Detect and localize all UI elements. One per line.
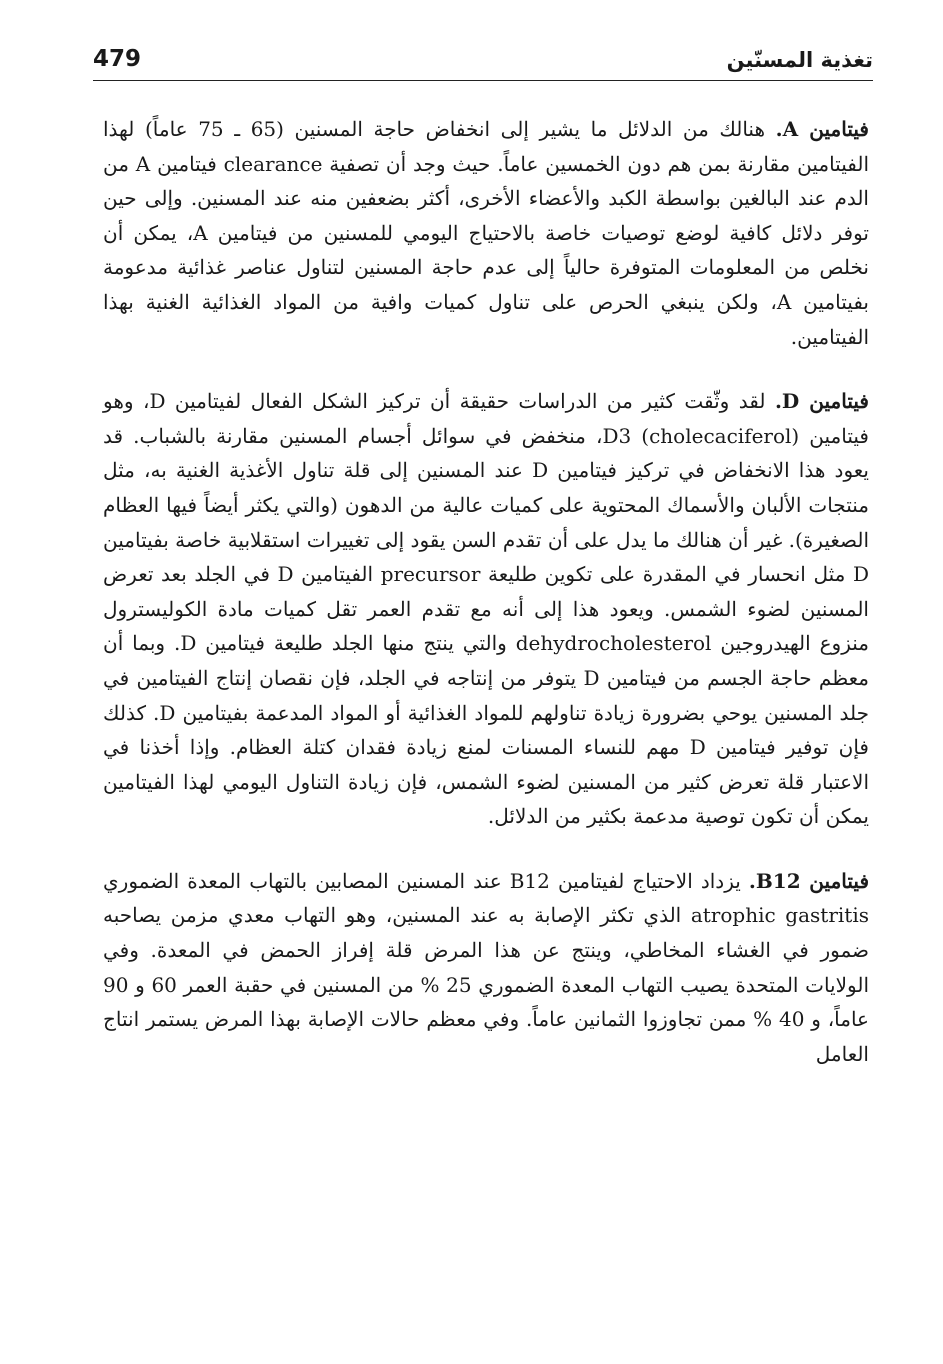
paragraph-body: هنالك من الدلائل ما يشير إلى انخفاض حاجة المسنين (65 ـ 75 عاماً) لهذا الفيتامين مقارنة بمن هم دون الخمسين عاماً. حيث وجد أن تصفية clearance فيتامين A من الدم عند البالغين بواسطة الكبد والأعضاء الأخرى، أكثر بضعفين منه عند المسنين. وإلى حين توفر دلائل كافية لوضع توصيات خاصة بالاحتياج اليومي للمسنين من فيتامين A، يمكن أن نخلص من المعلومات المتوفرة حالياً إلى عدم حاجة المسنين لتناول عناصر غذائية مدعومة بفيتامين A، ولكن ينبغي الحرص على تناول كميات وافية من المواد الغذائية الغنية بهذا الفيتامين. bbox=[103, 117, 870, 349]
page-number: 479 bbox=[93, 46, 142, 72]
paragraph-heading: فيتامين D. bbox=[774, 389, 869, 414]
page-header bbox=[93, 44, 873, 81]
paragraph-vitamin-b12 bbox=[103, 864, 869, 1072]
paragraph-vitamin-a bbox=[103, 112, 869, 354]
paragraph-heading: فيتامين A. bbox=[775, 117, 869, 141]
paragraph-body: لقد وثّقت كثير من الدراسات حقيقة أن تركيز الشكل الفعال لفيتامين D، وهو فيتامين D3 (cholecaciferol)، منخفض في سوائل أجسام المسنين مقارنة بالشباب. قد يعود هذا الانخفاض في تركيز فيتامين D عند المسنين إلى قلة تناول الأغذية الغنية به، مثل منتجات الألبان والأسماك المحتوية على كميات عالية من الدهون (والتي يكثر أيضاً فيها العظام الصغيرة). غير أن هنالك ما يدل على أن تقدم السن يقود إلى تغييرات استقلابية خاصة بفيتامين D مثل انحسار في المقدرة على تكوين طليعة precursor الفيتامين D في الجلد بعد تعرض المسنين لضوء الشمس. ويعود هذا إلى أنه مع تقدم العمر تقل كميات مادة الكوليسترول منزوع الهيدروجين dehydrocholesterol والتي ينتج منها الجلد طليعة فيتامين D. وبما أن معظم حاجة الجسم من فيتامين D يتوفر من إنتاجه في الجلد، فإن نقصان إنتاج الفيتامين في جلد المسنين يوحي بضرورة زيادة تناولهم للمواد الغذائية أو المواد المدعمة بفيتامين D. كذلك فإن توفير فيتامين D مهم للنساء المسنات لمنع زيادة فقدان كتلة العظام. وإذا أخذنا في الاعتبار قلة تعرض كثير من المسنين لضوء الشمس، فإن زيادة التناول اليومي لهذا الفيتامين يمكن أن تكون توصية مدعمة بكثير من الدلائل. bbox=[103, 389, 870, 829]
running-title: تغذية المسنّين bbox=[726, 48, 873, 72]
body-text bbox=[103, 112, 869, 1071]
paragraph-body: يزداد الاحتياج لفيتامين B12 عند المسنين المصابين بالتهاب المعدة الضموري atrophic gastritis الذي تكثر الإصابة به عند المسنين، وهو التهاب معدي مزمن يصاحبه ضمور في الغشاء المخاطي، وينتج عن هذا المرض قلة إفراز الحمض في المعدة. وفي الولايات المتحدة يصيب التهاب المعدة الضموري 25 % من المسنين في حقبة العمر 60 و 90 عاماً، و 40 % ممن تجاوزوا الثمانين عاماً. وفي معظم حالات الإصابة بهذا المرض يستمر انتاج العامل bbox=[103, 868, 870, 1066]
paragraph-vitamin-d bbox=[103, 384, 869, 834]
paragraph-heading: فيتامين B12. bbox=[748, 868, 870, 893]
